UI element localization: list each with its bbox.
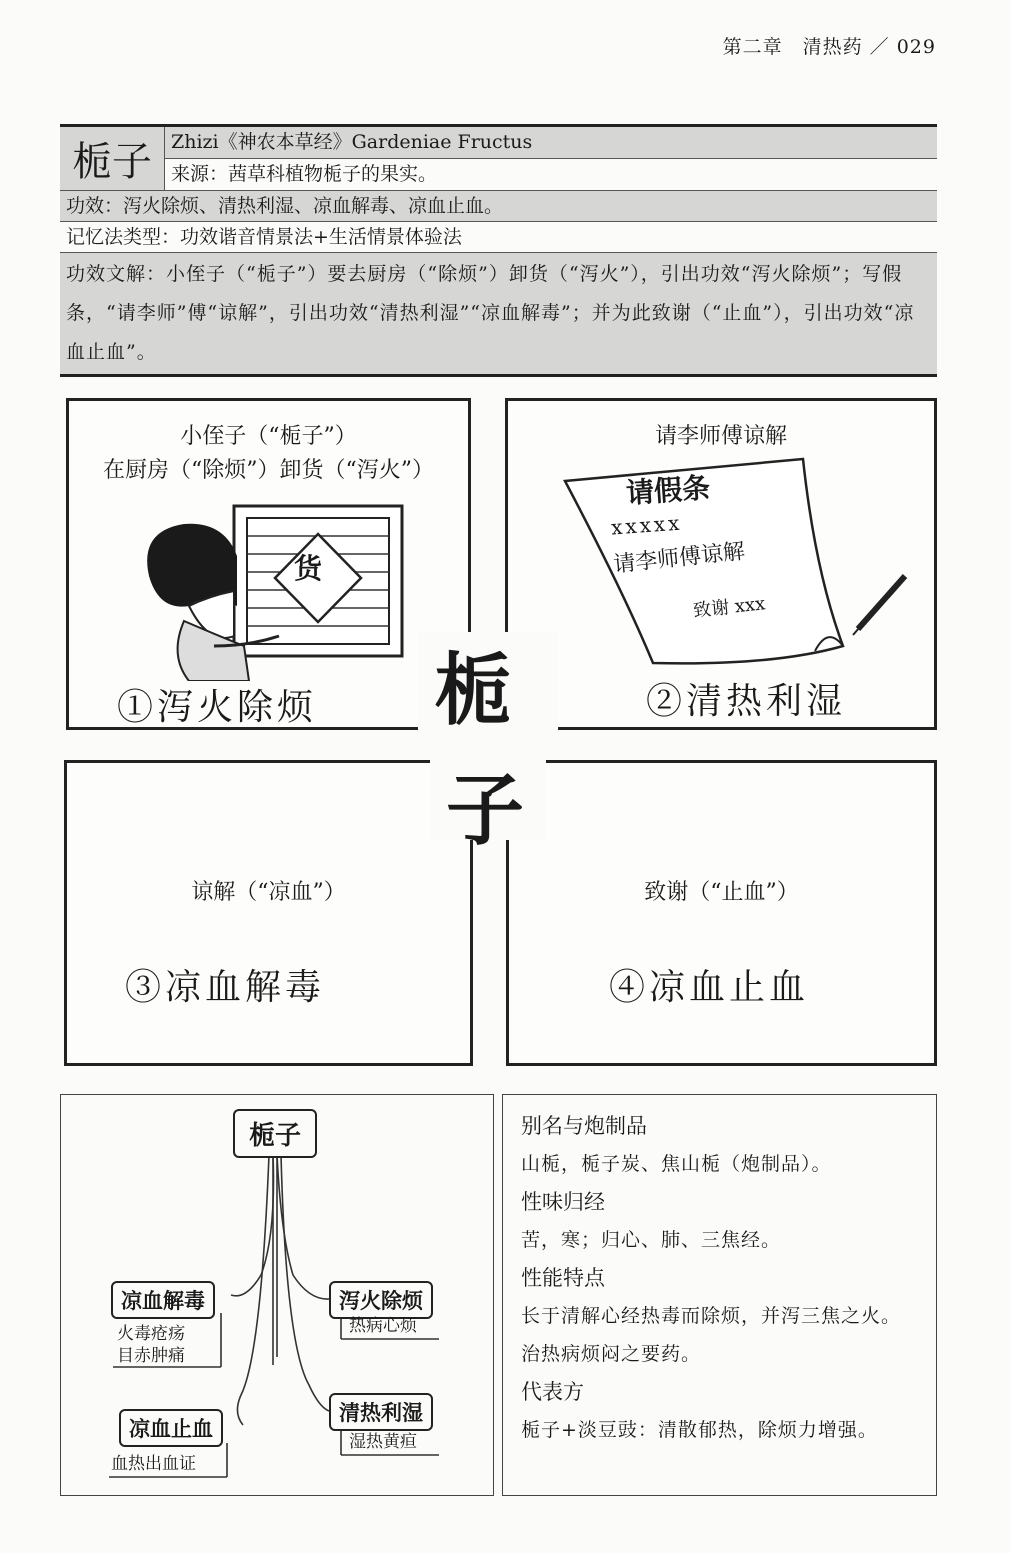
- crate-label: 货: [293, 552, 322, 585]
- herb-name: 栀子: [60, 127, 165, 190]
- center-character-1: 栀: [434, 645, 513, 736]
- comic-panel-1: [66, 398, 471, 730]
- nature-body: 苦，寒；归心、肺、三焦经。: [521, 1229, 782, 1251]
- herb-memory-type: 记忆法类型：功效谐音情景法+生活情景体验法: [60, 222, 937, 253]
- panel-2-caption: ②清热利湿: [646, 681, 847, 722]
- mind-map-node-1: 凉血解毒: [111, 1281, 215, 1319]
- mind-map-root: 栀子: [233, 1109, 317, 1158]
- herb-source: 来源：茜草科植物栀子的果实。: [165, 159, 937, 190]
- mind-map-node-2: 泻火除烦: [329, 1281, 433, 1319]
- nature-heading: 性味归经: [521, 1190, 605, 1214]
- feature-body: 长于清解心经热毒而除烦，并泻三焦之火。治热病烦闷之要药。: [521, 1305, 902, 1365]
- mind-map-node-1-sub-1: 火毒疮疡: [117, 1324, 185, 1344]
- note-line-1: xxxxx: [610, 510, 684, 540]
- panel-2-line1: 请李师傅谅解: [654, 424, 787, 449]
- panel-3-line1: 谅解（“凉血”）: [191, 880, 346, 905]
- mind-map-node-4-sub-1: 血热出血证: [111, 1454, 196, 1474]
- comic-panel-3: [64, 760, 473, 1066]
- feature-heading: 性能特点: [521, 1266, 605, 1290]
- mind-map-node-2-sub-1: 热病心烦: [349, 1316, 417, 1336]
- panel-1-line2: 在厨房（“除烦”）卸货（“泻火”）: [103, 458, 434, 483]
- mind-map-node-1-sub-2: 目赤肿痛: [117, 1346, 185, 1366]
- herb-explanation: 功效文解：小侄子（“栀子”）要去厨房（“除烦”）卸货（“泻火”），引出功效“泻火除烦”；写假条，“请李师”傅“谅解”，引出功效“清热利湿”“凉血解毒”；并为此致谢（“止血”），引出功效“凉血止血”。: [60, 253, 937, 374]
- mind-map-node-4: 凉血止血: [119, 1409, 223, 1447]
- alias-heading: 别名与炮制品: [521, 1114, 647, 1138]
- comic-panel-4: [506, 760, 937, 1066]
- comic-panel-2: [505, 398, 937, 730]
- herb-info-table: [60, 124, 937, 377]
- formula-heading: 代表方: [521, 1380, 584, 1404]
- boy-carrying-crate-illustration: [129, 496, 429, 681]
- running-header: 第二章 清热药 ／ 029: [722, 36, 936, 58]
- formula-body: 栀子+淡豆豉：清散郁热，除烦力增强。: [521, 1419, 878, 1441]
- panel-1-line1: 小侄子（“栀子”）: [180, 424, 357, 449]
- herb-details-box: [502, 1094, 937, 1496]
- mind-map: [60, 1094, 494, 1496]
- panel-4-line1: 致谢（“止血”）: [644, 880, 799, 905]
- center-character-2: 子: [446, 765, 525, 856]
- note-signature: 致谢 xxx: [692, 593, 767, 622]
- mind-map-node-3: 清热利湿: [329, 1393, 433, 1431]
- alias-body: 山栀，栀子炭、焦山栀（炮制品）。: [521, 1153, 832, 1175]
- herb-efficacy: 功效：泻火除烦、清热利湿、凉血解毒、凉血止血。: [60, 191, 937, 222]
- panel-1-caption: ①泻火除烦: [117, 687, 318, 728]
- herb-latin-line: Zhizi《神农本草经》Gardeniae Fructus: [165, 127, 937, 159]
- note-title: 请假条: [625, 471, 712, 510]
- note-line-2: 请李师傅谅解: [612, 539, 747, 578]
- panel-3-caption: ③凉血解毒: [125, 967, 326, 1008]
- mind-map-node-3-sub-1: 湿热黄疸: [349, 1432, 417, 1452]
- panel-4-caption: ④凉血止血: [609, 967, 810, 1008]
- herb-header-row: [60, 127, 937, 191]
